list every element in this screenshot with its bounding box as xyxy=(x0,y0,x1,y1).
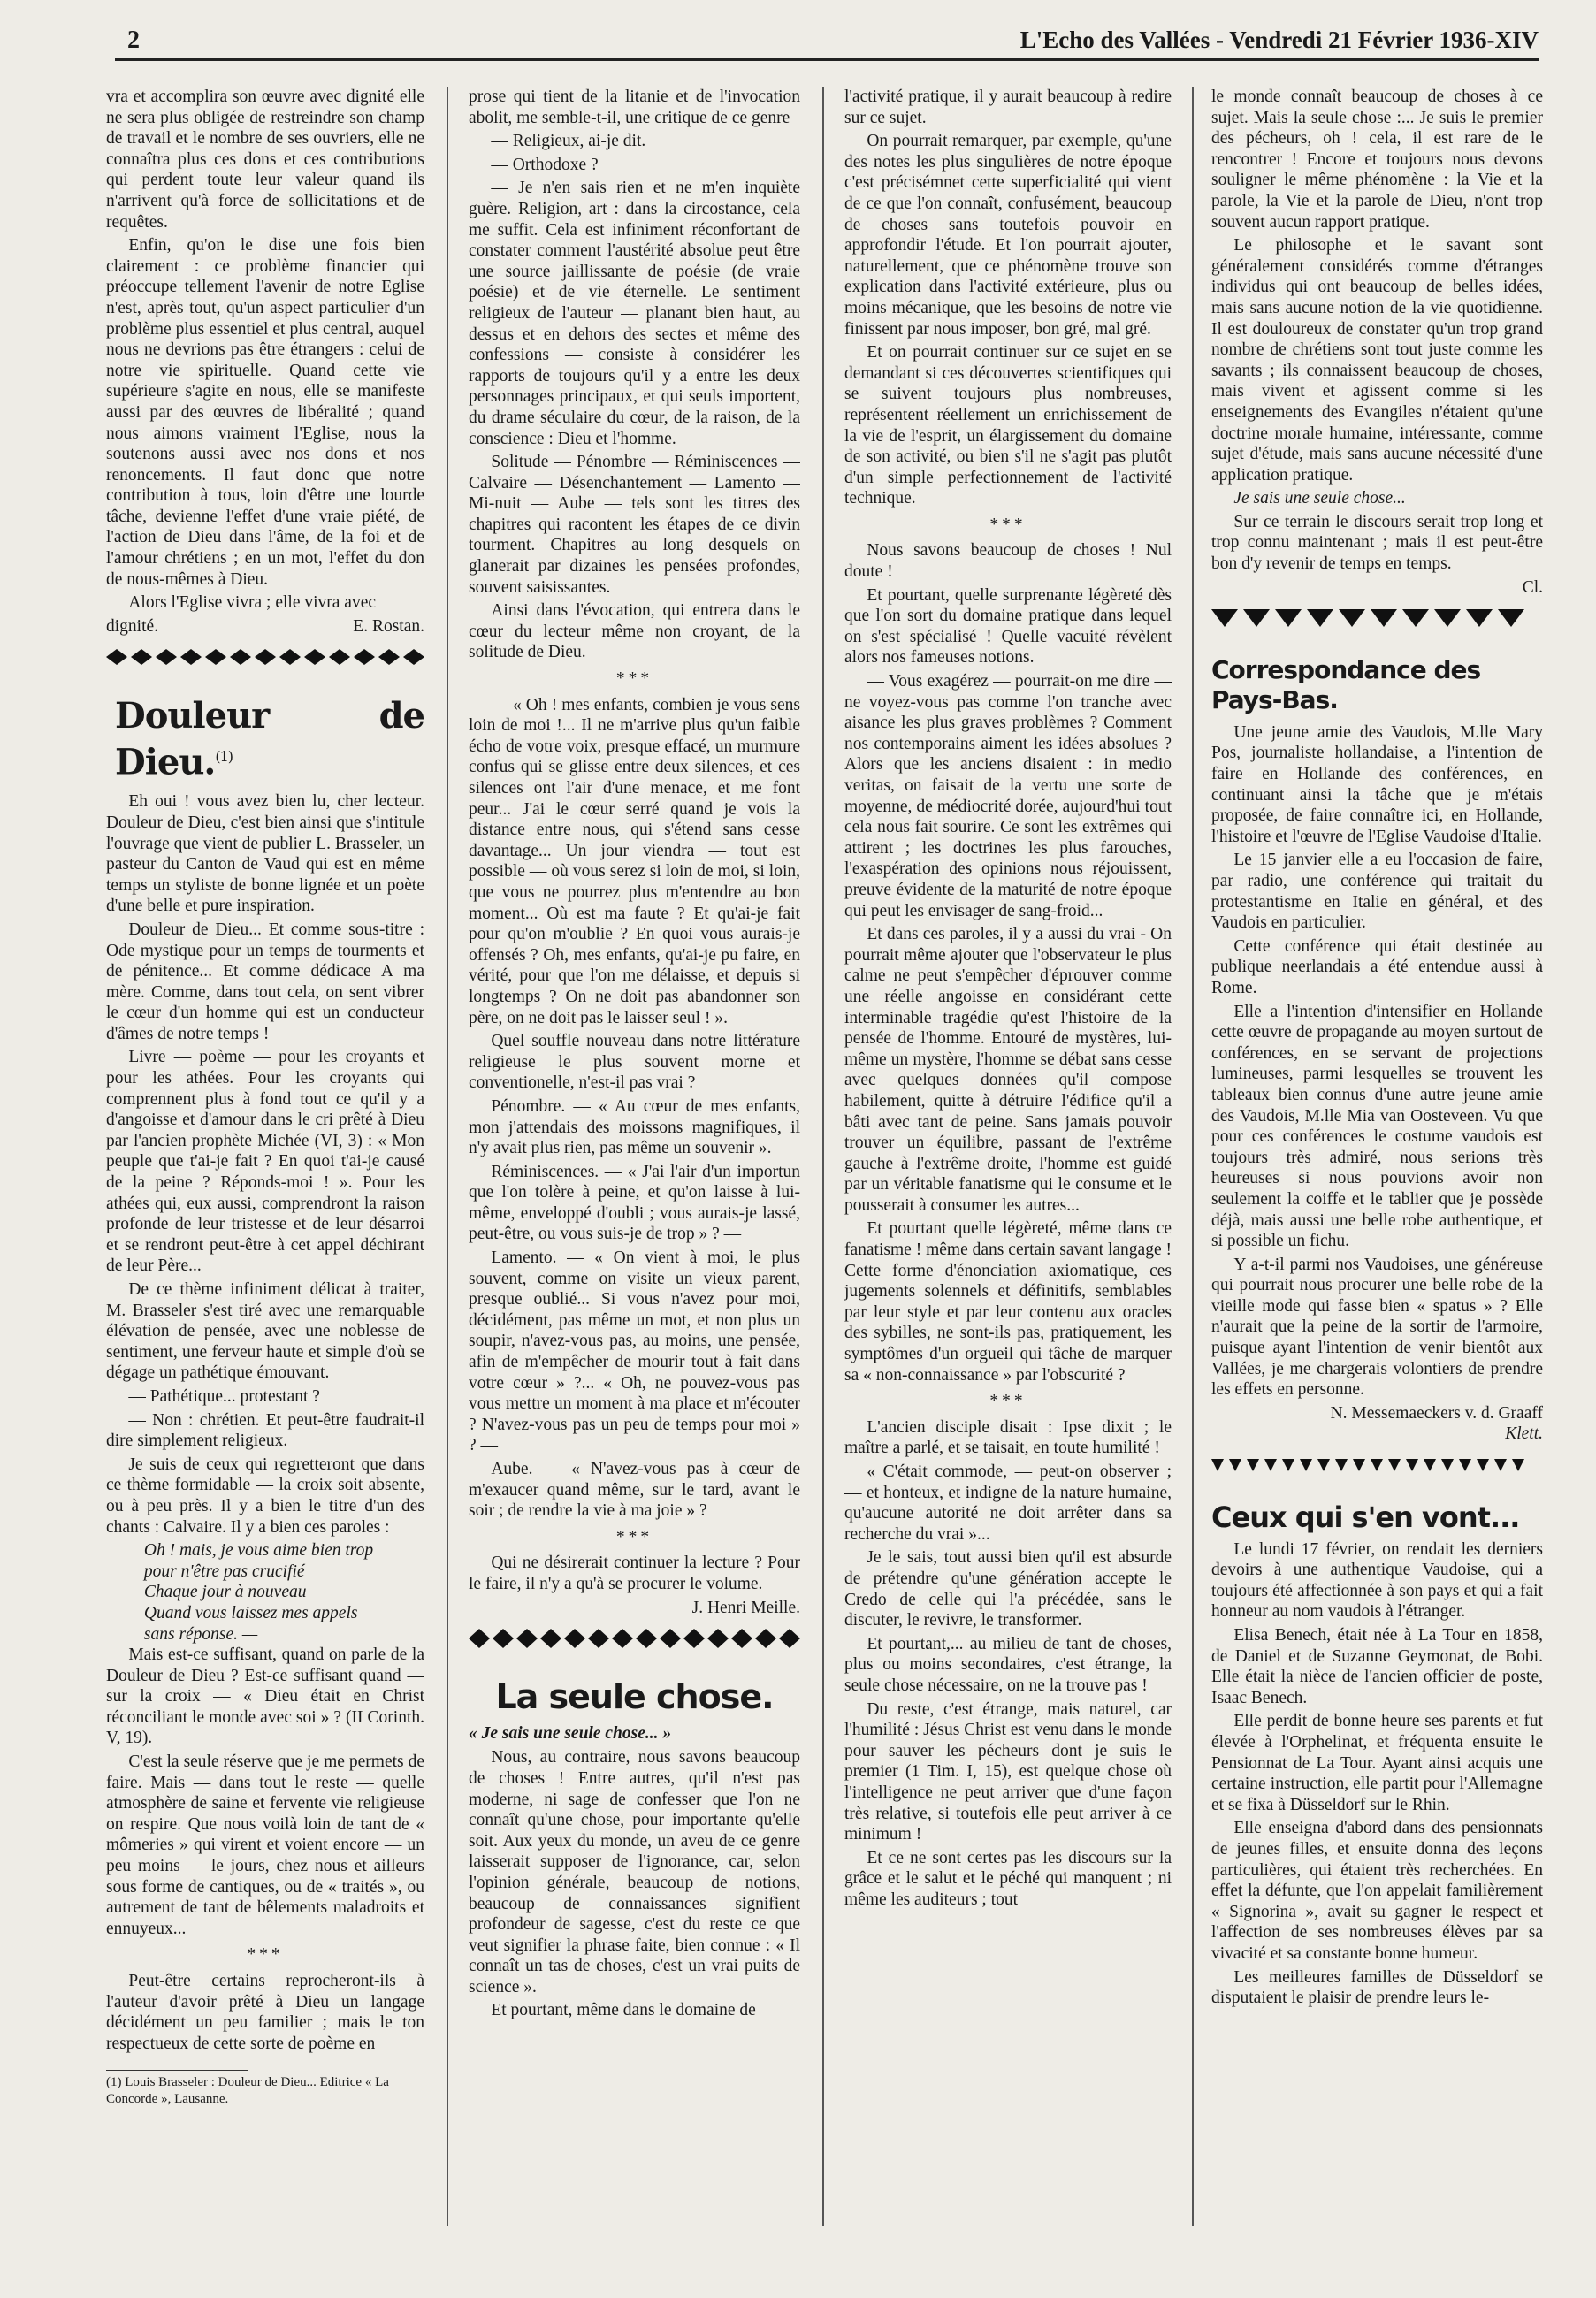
author-signature: J. Henri Meille. xyxy=(691,1598,800,1617)
paragraph: — Religieux, ai-je dit. xyxy=(491,132,646,151)
paragraph: l'activité pratique, il y aurait beaucoup à redire sur ce sujet. xyxy=(844,88,1172,127)
verse-line: sans réponse. — xyxy=(143,1624,258,1644)
author-signature: N. Messemaeckers v. d. Graaff xyxy=(1330,1403,1543,1423)
author-signature-line-2: Klett. xyxy=(1505,1424,1543,1444)
paragraph: — « Oh ! mes enfants, combien je vous sens loin de moi !... Il ne m'arrive plus qu'un faible écho de votre voix, presque effacé, un murmure confus qui se glisse entre deux silences, et ces silences ont l'air d'une menace, et me font peur... J'ai le cœur serré quand je vois la distance entre nous, qui s'étend sans cesse davantage... Un jour viendra — tout est possible — où vous serez si loin de moi, si loin, que vous ne pourrez plus m'entendre au bon moment... Où est ma faute ? Et qu'ai-je fait pour qu'on m'oublie ? En quoi vous aurais-je offensés ? Oh, mes enfants, qu'ai-je pu faire, en vérité, pour que l'on me délaisse, et depuis si longtemps ? On ne doit pas abandonner son père, on ne doit pas le laisser seul ! ». — xyxy=(469,695,800,1027)
paragraph: Et pourtant,... au milieu de tant de choses, plus ou moins secondaires, c'est étrange, la seule chose nécessaire, on ne la trouve pas ! xyxy=(844,1634,1172,1695)
paragraph: Et ce ne sont certes pas les discours sur la grâce et le salut et le péché qui manquent ; ni même les auditeurs ; tout xyxy=(844,1848,1172,1909)
paragraph: C'est la seule réserve que je me permets de faire. Mais — dans tout le reste — quelle atmosphère de saine et fervente vie religieuse on respire. Que nous voilà loin de tant de « mômeries » qui virent et voient encore — un peu moins — le jours, chez nous et ailleurs sous forme de cantiques, ou de « traités », ou autrement de tant de bêlements maladroits et ennuyeux... xyxy=(106,1752,424,1938)
ornament-divider xyxy=(1211,605,1543,631)
paragraph: Le 15 janvier elle a eu l'occasion de faire, par radio, une conférence qui traitait du protestantisme en Italie en général, et des Vaudois en particulier. xyxy=(1211,851,1543,933)
column-3 xyxy=(844,87,1172,2209)
paragraph: prose qui tient de la litanie et de l'invocation abolit, me semble-t-il, une critique de ce genre xyxy=(469,88,800,127)
paragraph: Sur ce terrain le discours serait trop long et trop connu maintenant ; mais il est peut-être bon d'y revenir de temps en temps. xyxy=(1211,512,1543,574)
paragraph: Je le sais, tout aussi bien qu'il est absurde de prétendre qu'une génération accepte le Credo de celle qui l'a précédée, sans le discuter, le revivre, le transformer. xyxy=(844,1548,1172,1630)
paragraph: Le lundi 17 février, on rendait les derniers devoirs à une authentique Vaudoise, qui a toujours été affectionnée à son pays et qui a fait honneur au nom vaudois à l'étranger. xyxy=(1211,1539,1543,1622)
ornament-divider xyxy=(1211,1452,1543,1478)
paragraph: Cette conférence qui était destinée au publique neerlandais a été entendue aussi à Rome. xyxy=(1211,936,1543,997)
paragraph: Et pourtant quelle légèreté, même dans ce fanatisme ! même dans certain savant langage ! Cette forme d'énonciation axiomatique, ces jugements solennels et définitifs, semblables par leur style et par leur contenu aux oracles des sybilles, ne sont-ils pas, pratiquement, les symptômes d'un orgueil qui tâche de marquer sa « non-connaissance » par l'obscurité ? xyxy=(844,1219,1172,1385)
paragraph-end: dignité. xyxy=(106,616,159,636)
paragraph: Je sais une seule chose... xyxy=(1233,489,1406,508)
paragraph: De ce thème infiniment délicat à traiter, M. Brasseler s'est tiré avec une remarquable élévation de pensée, avec une noblesse de sentiment, une ferveur haute et simple d'où se dégage un pathétique émouvant. xyxy=(106,1280,424,1383)
paragraph: Quel souffle nouveau dans notre littérature religieuse le plus souvent morne et conventionelle, n'est-il pas vrai ? xyxy=(469,1032,800,1093)
paragraph: Et pourtant, même dans le domaine de xyxy=(491,2001,756,2020)
paragraph: Pénombre. — « Au cœur de mes enfants, mon j'attendais des moissons magnifiques, il n'y avait plus rien, pas même un souvenir ». — xyxy=(469,1096,800,1158)
section-stars: *** xyxy=(989,515,1027,534)
paragraph: Elle enseigna d'abord dans des pensionnats de jeunes filles, et ensuite donna des leçons particulières, qui étaient très recherchées. En effet la défunte, que l'on appelait familièrement « Signorina », avait su gagner le respect et l'affection de ses nombreuses élèves par sa vivacité et sa constante bonne humeur. xyxy=(1211,1819,1543,1963)
paragraph: — Vous exagérez — pourrait-on me dire — ne voyez-vous pas comme l'on tranche avec aisance les plus graves problèmes ? Comment nos contemporains aiment les idées absolues ? Alors que les anciens disaient : in medio veritas, on faisait de la vertu une sorte de moyenne, de médiocrité dorée, aujourd'hui tout cela nous fait sourire. Ce sont les extrêmes qui attirent ; les doctrines les plus farouches, l'exaspération des opinions nous réjouissent, preuve évidente de la maturité de notre époque qui peut les envisager de sang-froid... xyxy=(844,672,1172,920)
paragraph: Et on pourrait continuer sur ce sujet en se demandant si ces découvertes scientifiques qui se suivent toujours plus nombreuses, représentent réellement un enrichissement de la vie de l'esprit, un élargissement du domaine de son activité, ou bien s'il ne s'agit pas plutôt d'un simple perfectionnement de l'activité technique. xyxy=(844,343,1172,508)
paragraph: Eh oui ! vous avez bien lu, cher lecteur. Douleur de Dieu, c'est bien ainsi que s'intitule l'ouvrage que vient de publier L. Brasseler, un pasteur du Canton de Vaud qui est en même temps un styliste de bonne lignée et un poète d'une belle et pure inspiration. xyxy=(106,792,424,916)
paragraph: — Non : chrétien. Et peut-être faudrait-il dire simplement religieux. xyxy=(106,1410,424,1451)
paragraph: L'ancien disciple disait : Ipse dixit ; le maître a parlé, et se taisait, en toute humilité ! xyxy=(844,1417,1172,1458)
paragraph: Enfin, qu'on le dise une fois bien clairement : ce problème financier qui préoccupe tellement l'avenir de notre Eglise n'est, après tout, qu'un aspect particulier d'un problème plus essentiel et plus central, auquel nous ne devrions pas être étrangers : celui de notre vie spirituelle. Quand cette vie supérieure s'agite en nous, elle se manifeste aussi par des œuvres de libéralité ; quand nous aimons vraiment l'Eglise, nous la soutenons aussi avec nos dons et nos renoncements. Il faut donc que notre contribution à tous, loin d'être une lourde tâche, devienne l'effet d'une vraie piété, de l'action de Dieu dans l'âme, de la foi et de l'amour chrétiens ; en un mot, l'effet du don de nous-mêmes à Dieu. xyxy=(106,236,424,589)
author-signature: Cl. xyxy=(1522,577,1543,597)
paragraph: Livre — poème — pour les croyants et pour les athées. Pour les croyants qui comprennent plus à fond tout ce qu'il y a d'angoisse et d'amour dans le cri prêté à Dieu par l'ancien prophète Michée (VI, 3) : « Mon peuple que t'ai-je fait ? En quoi t'ai-je causé de la peine ? Réponds-moi ! ». Pour les athées qui, eux aussi, comprendront la raison profonde de leur tristesse et de leur désarroi et se rendront peut-être à cet appel déchirant de leur Père... xyxy=(106,1048,424,1276)
paragraph: Y a-t-il parmi nos Vaudoises, une généreuse qui pourrait nous procurer une belle robe de la vieille mode qui fasse bien « spatus » ? Elle n'aurait que la peine de la sortir de l'armoire, puisque ayant l'intention de venir bientôt aux Vallées, je me chargerais volontiers de prendre les effets en personne. xyxy=(1211,1255,1543,1400)
paragraph: Je suis de ceux qui regretteront que dans ce thème formidable — la croix soit absente, ou à peu près. Il y a bien le titre d'un des chants : Calvaire. Il y a bien ces paroles : xyxy=(106,1454,424,1537)
paragraph: Lamento. — « On vient à moi, le plus souvent, comme on visite un vieux parent, presque oublié... Si vous n'avez pour moi, décidément, pas même un mot, et non plus un soupir, n'avez-vous pas, au moins, une pensée, afin de m'empêcher de mourir tout à fait dans votre cœur » ?... « Oh, ne pouvez-vous pas vous mettre un moment à ma place et m'écouter ? N'avez-vous pas un peu de temps pour moi » ? — xyxy=(469,1248,800,1455)
paragraph: Elle a l'intention d'intensifier en Hollande cette œuvre de propagande au moyen surtout de conférences, en se servant de projections lumineuses, parmi lesquelles se trouvent les tableaux bien connus d'une autre jeune amie des Vaudois, M.lle Mia van Oosteveen. Vu que pour ces conférences le costume vaudois est toujours très admiré, nous serions très heureuses si nous pouvions avoir non seulement la coiffe et le tablier que je possède déjà, mais aussi une belle robe authentique, et si possible un fichu. xyxy=(1211,1002,1543,1251)
signature-line xyxy=(106,616,424,637)
header-rule xyxy=(115,58,1539,61)
paragraph: Peut-être certains reprocheront-ils à l'auteur d'avoir prêté à Dieu un langage décidément un peu familier ; mais le ton respectueux de cette sorte de poème en xyxy=(106,1972,424,2053)
paragraph: Nous, au contraire, nous savons beaucoup de choses ! Entre autres, qu'il n'est pas moderne, ni sage de confesser que l'on ne connaît qu'une chose, pour importante qu'elle soit. Aux yeux du monde, un aveu de ce genre laisserait supposer de l'ignorance, car, selon l'opinion générale, beaucoup de notions, beaucoup de connaissances signifient profondeur de sagesse, c'est du reste ce que veut signifier la phrase faite, bien connue : « Il connaît un tas de choses, c'est un vrai puits de science ». xyxy=(469,1748,800,1996)
column-divider xyxy=(447,87,448,2226)
paragraph: le monde connaît beaucoup de choses à ce sujet. Mais la seule chose :... Je suis le premier des pécheurs, oh ! cela, il est rare de le rencontrer ! Encore et toujours nous devons souligner le même phénomène : la Vie et la parole, la Vie et la parole de Dieu, n'ont trop souvent aucun rapport pratique. xyxy=(1211,88,1543,232)
paragraph: Et pourtant, quelle surprenante légèreté dès que l'on sort du domaine pratique dans lequel on s'est spécialisé ! Quelle vacuité révèlent alors nos fameuses notions. xyxy=(844,585,1172,668)
column-divider xyxy=(1192,87,1194,2226)
paragraph: Douleur de Dieu... Et comme sous-titre : Ode mystique pour un temps de tourments et de pénitence... Et comme dédicace A ma mère. Comme, dans tout cela, on sent vibrer le cœur d'un homme qui est un conducteur d'âmes de notre temps ! xyxy=(106,920,424,1043)
paragraph: vra et accomplira son œuvre avec dignité elle ne sera plus obligée de restreindre son champ de travail et le nombre de ses ouvriers, elle ne connaîtra plus ces dons et ces contributions qui perdent toute leur valeur quand ils n'arrivent qu'à force de sollicitations et de requêtes. xyxy=(106,88,424,232)
paragraph: Aube. — « N'avez-vous pas à cœur de m'exaucer quand même, sur le tard, avant le soir ; de rendre la vie à ma joie » ? xyxy=(469,1460,800,1521)
paragraph: Et dans ces paroles, il y a aussi du vrai - On pourrait même ajouter que l'observateur le plus calme ne peut s'empêcher d'éprouver comme une réelle angoisse en considérant cette interminable tragédie qu'est l'histoire de la pensée de l'homme. Entouré de mystères, lui-même un mystère, l'homme se débat sans cesse avec quelques données qu'il compose habilement, quitte à détruire l'édifice qu'il a bâti avec tant de peine. Sans jamais pouvoir trouver un équilibre, passant de l'extrême gauche à l'extrême droite, l'homme est guidé par un véritable fanatisme qui le consume et le pousserait à consumer les autres... xyxy=(844,925,1172,1215)
section-stars: *** xyxy=(615,669,653,689)
paragraph: Solitude — Pénombre — Réminiscences — Calvaire — Désenchantement — Lamento — Mi-nuit — Aube — tels sont les titres des chapitres qui racontent les étapes de ce divin tourment. Chapitres au long desquels on glanerait par dizaines les pensées profondes, souvent saisissantes. xyxy=(469,453,800,597)
section-stars: *** xyxy=(615,1527,653,1546)
page-number: 2 xyxy=(127,27,140,54)
ornament-divider xyxy=(469,1625,800,1652)
article-title: Douleur de Dieu.$^{(1)}$ xyxy=(115,695,424,783)
column-4 xyxy=(1211,87,1543,2209)
paragraph: Ainsi dans l'évocation, qui entrera dans le cœur du lecteur même non croyant, de la solitude de Dieu. xyxy=(469,601,800,662)
masthead: L'Echo des Vallées - Vendredi 21 Février 1936-XIV xyxy=(1019,27,1539,53)
paragraph: — Orthodoxe ? xyxy=(491,155,599,174)
page-header xyxy=(115,27,1539,62)
column-2 xyxy=(469,87,800,2209)
paragraph: On pourrait remarquer, par exemple, qu'une des notes les plus singulières de notre époque c'est précisémnet cette superficialité qui vient de ce que l'on connaît, confusément, beaucoup de choses sans toutefois pouvoir en approfondir l'étude. Et l'on pourrait ajouter, naturellement, que ce phénomène trouve son explication dans l'activité extérieure, plus ou moins mécanique, que les besoins de notre vie finissent par nous imposer, bon gré, mal gré. xyxy=(844,132,1172,339)
article-title: Ceux qui s'en vont... xyxy=(1211,1500,1520,1534)
paragraph: Du reste, c'est étrange, mais naturel, car l'humilité : Jésus Christ est venu dans le monde pour sauver les pécheurs dont je suis le premier (1 Tim. I, 15), est quelque chose où l'intelligence ne peut arriver que d'une façon très relative, si toutefois elle peut arriver à ce minimum ! xyxy=(844,1699,1172,1844)
paragraph: Une jeune amie des Vaudois, M.lle Mary Pos, journaliste hollandaise, a l'intention de faire en Hollande des conférences, en continuant ainsi la tâche que je m'étais proposée, de faire connaître ici, en Hollande, l'histoire et l'œuvre de l'Eglise Vaudoise d'Italie. xyxy=(1211,722,1543,846)
section-stars: *** xyxy=(989,1392,1027,1411)
verse-line: Quand vous laissez mes appels xyxy=(143,1603,358,1622)
column-divider xyxy=(822,87,824,2226)
verse-line: pour n'être pas crucifié xyxy=(143,1561,305,1581)
paragraph: « C'était commode, — peut-on observer ; — et honteux, et indigne de la nature humaine, qu'aucune autorité ne doit arrêter dans sa recherche du vrai »... xyxy=(844,1462,1172,1544)
article-title: La seule chose. xyxy=(495,1676,774,1716)
ornament-divider xyxy=(106,644,424,670)
footnote-rule xyxy=(106,2070,248,2071)
paragraph: — Pathétique... protestant ? xyxy=(128,1386,320,1406)
paragraph: Elle perdit de bonne heure ses parents et fut élevée à l'Orphelinat, et fréquenta ensuite le Pensionnat de La Tour. Ayant ainsi acquis une certaine instruction, elle partit pour l'Allemagne et se fixa à Düsseldorf sur le Rhin. xyxy=(1211,1712,1543,1814)
verse-line: Oh ! mais, je vous aime bien trop xyxy=(143,1541,374,1561)
footnote: (1) Louis Brasseler : Douleur de Dieu... Editrice « La Concorde », Lausanne. xyxy=(106,2075,389,2107)
author-signature: E. Rostan. xyxy=(353,616,424,636)
section-stars: *** xyxy=(247,1945,284,1965)
paragraph: Alors l'Eglise vivra ; elle vivra avec xyxy=(128,593,377,613)
paragraph: Réminiscences. — « J'ai l'air d'un importun que l'on tolère à peine, et qu'on laisse à lui-même, enveloppé d'oubli ; vous aurais-je lassé, peut-être, ou vous suis-je de trop » ? — xyxy=(469,1162,800,1244)
paragraph: Nous savons beaucoup de choses ! Nul doute ! xyxy=(844,541,1172,582)
column-1 xyxy=(106,87,424,2209)
paragraph: Elisa Benech, était née à La Tour en 1858, de Daniel et de Suzanne Geymonat, de Bobi. Elle était la nièce de l'ancien officier de poste, Isaac Benech. xyxy=(1211,1626,1543,1707)
paragraph: Les meilleures familles de Düsseldorf se disputaient le plaisir de prendre leurs le- xyxy=(1211,1967,1543,2008)
paragraph: Le philosophe et le savant sont généralement considérés comme d'étranges individus qui ont beaucoup de belles idées, mais sans aucune notion de la vie quotidienne. Il est douloureux de constater qu'un trop grand nombre de chrétiens sont tout juste comme les savants ; ils connaissent beaucoup de choses, mais vivent et agissent comme si les enseignements des Evangiles n'étaient qu'une doctrine morale humaine, intéressante, comme sujet d'étude, mais sans aucune nécessité d'une application pratique. xyxy=(1211,236,1543,485)
article-subtitle: « Je sais une seule chose... » xyxy=(469,1723,672,1743)
paragraph: — Je n'en sais rien et ne m'en inquiète guère. Religion, art : dans la circostance, cela me suffit. Cela est infiniment réconfortant de constater comment l'austérité absolue peut être une source jaillissante de poésie (de vraie poésie) et de vie éternelle. Le sentiment religieux de l'auteur — planant bien haut, au dessus et en dehors des sectes et même des confessions — consiste à considérer les rapports de toujours qu'il y a entre les deux personnages principaux, et qui seuls importent, du drame séculaire du cœur, de la raison, de la conscience : Dieu et l'homme. xyxy=(469,179,800,448)
paragraph: Mais est-ce suffisant, quand on parle de la Douleur de Dieu ? Est-ce suffisant quand — sur la croix — « Dieu était en Christ réconciliant le monde avec soi » ? (II Corinth. V, 19). xyxy=(106,1645,424,1748)
paragraph: Qui ne désirerait continuer la lecture ? Pour le faire, il n'y a qu'à se procurer le volume. xyxy=(469,1554,800,1593)
verse-line: Chaque jour à nouveau xyxy=(143,1583,307,1602)
article-title: Correspondance des Pays-Bas. xyxy=(1211,654,1481,714)
